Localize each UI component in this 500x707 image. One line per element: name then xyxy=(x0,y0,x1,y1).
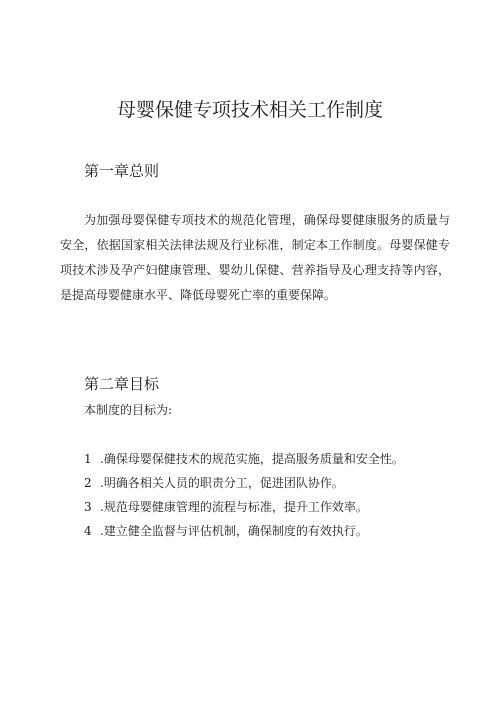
chapter-2-heading: 第二章目标 xyxy=(84,375,160,393)
chapter-1-paragraph: 为加强母婴保健专项技术的规范化管理，确保母婴健康服务的质量与安全，依据国家相关法律法规及行业标准，制定本工作制度。母婴保健专项技术涉及孕产妇健康管理、婴幼儿保健、营养指导及心理支持等内容，是提高母婴健康水平、降低母婴死亡率的重要保障。 xyxy=(60,213,450,302)
list-item-number: 3 xyxy=(84,500,92,514)
list-item xyxy=(84,473,404,497)
goal-list xyxy=(84,449,404,545)
list-item-number: 1 xyxy=(84,452,92,466)
list-item-text: .规范母婴健康管理的流程与标准，提升工作效率。 xyxy=(100,500,368,514)
list-item-text: .明确各相关人员的职责分工，促进团队协作。 xyxy=(100,476,344,490)
list-item-number: 4 xyxy=(84,524,92,538)
list-item-text: .确保母婴保健技术的规范实施，提高服务质量和安全性。 xyxy=(100,452,404,466)
list-item-text: .建立健全监督与评估机制，确保制度的有效执行。 xyxy=(100,524,368,538)
list-item xyxy=(84,449,404,473)
list-item xyxy=(84,497,404,521)
list-item xyxy=(84,521,404,545)
chapter-1-heading: 第一章总则 xyxy=(84,162,160,180)
list-item-number: 2 xyxy=(84,476,92,490)
chapter-2-intro: 本制度的目标为: xyxy=(84,403,173,417)
document-title: 母婴保健专项技术相关工作制度 xyxy=(116,99,383,121)
